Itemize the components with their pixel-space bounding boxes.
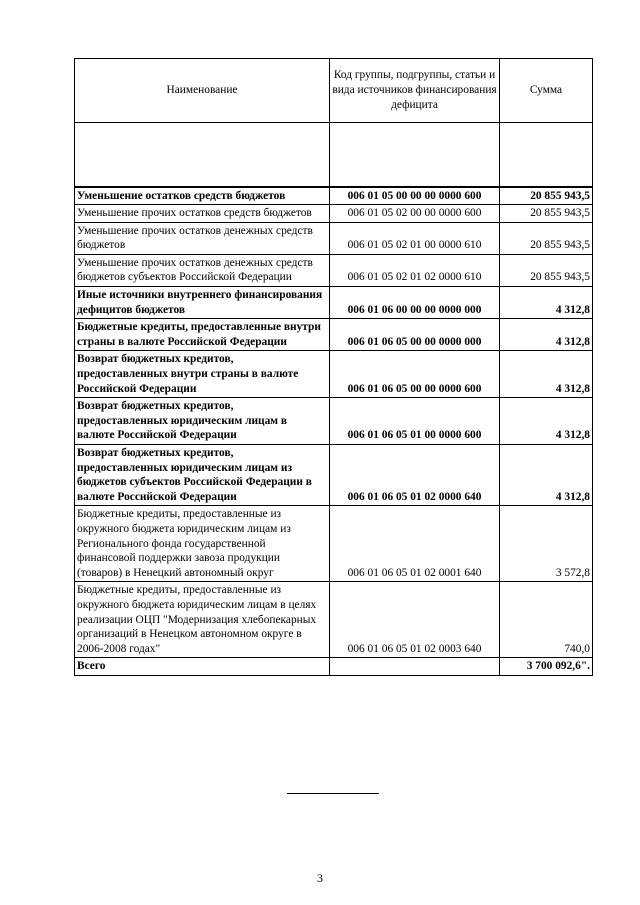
table-row: [75, 187, 593, 205]
end-divider: [287, 793, 379, 794]
table-row: [75, 506, 593, 582]
row-code: 006 01 05 00 00 00 0000 600: [330, 187, 500, 205]
row-code: [330, 658, 500, 676]
row-name: Бюджетные кредиты, предоставленные из окружного бюджета юридическим лицам в целях реализации ОЦП "Модернизация хлебопекарных организаций в Ненецком автономном округе в 2006-2008 годах": [75, 582, 330, 658]
row-name: Уменьшение прочих остатков денежных средств бюджетов субъектов Российской Федерации: [75, 254, 330, 286]
row-code: 006 01 05 02 01 02 0000 610: [330, 254, 500, 286]
row-code: 006 01 06 05 00 00 0000 000: [330, 319, 500, 351]
row-sum: 20 855 943,5: [500, 187, 593, 205]
row-code: 006 01 05 02 01 00 0000 610: [330, 222, 500, 254]
row-sum: 20 855 943,5: [500, 205, 593, 223]
row-name: Уменьшение прочих остатков денежных средств бюджетов: [75, 222, 330, 254]
table-row: [75, 351, 593, 398]
table-row: [75, 222, 593, 254]
table-row: [75, 205, 593, 223]
table-row: [75, 287, 593, 319]
row-sum: 20 855 943,5: [500, 222, 593, 254]
row-name: Бюджетные кредиты, предоставленные внутри страны в валюте Российской Федерации: [75, 319, 330, 351]
header-code: Код группы, подгруппы, статьи и вида источников финансирования дефицита: [330, 59, 500, 123]
row-code: 006 01 06 05 01 02 0001 640: [330, 506, 500, 582]
sources-table: [74, 58, 593, 676]
row-code: 006 01 06 05 01 02 0000 640: [330, 445, 500, 506]
row-code: 006 01 06 00 00 00 0000 000: [330, 287, 500, 319]
header-sum: Сумма: [500, 59, 593, 123]
header-name: Наименование: [75, 59, 330, 123]
row-sum: 20 855 943,5: [500, 254, 593, 286]
row-name: Всего: [75, 658, 330, 676]
row-name: Возврат бюджетных кредитов, предоставленных юридическим лицам из бюджетов субъектов Российской Федерации в валюте Российской Федерации: [75, 445, 330, 506]
page-number: 3: [317, 871, 323, 885]
row-name: Уменьшение остатков средств бюджетов: [75, 187, 330, 205]
table-row: [75, 398, 593, 445]
row-name: Возврат бюджетных кредитов, предоставленных внутри страны в валюте Российской Федерации: [75, 351, 330, 398]
table-body: [75, 187, 593, 676]
table-row: [75, 254, 593, 286]
row-code: 006 01 06 05 00 00 0000 600: [330, 351, 500, 398]
row-code: 006 01 06 05 01 00 0000 600: [330, 398, 500, 445]
row-name: Бюджетные кредиты, предоставленные из окружного бюджета юридическим лицам из Регионального фонда государственной финансовой поддержки завоза продукции (товаров) в Ненецкий автономный округ: [75, 506, 330, 582]
row-name: Иные источники внутреннего финансирования дефицитов бюджетов: [75, 287, 330, 319]
row-code: 006 01 06 05 01 02 0003 640: [330, 582, 500, 658]
row-name: Возврат бюджетных кредитов, предоставленных юридическим лицам в валюте Российской Федерации: [75, 398, 330, 445]
row-sum: 4 312,8: [500, 319, 593, 351]
header-separator: [75, 123, 593, 187]
row-sum: 4 312,8: [500, 398, 593, 445]
row-sum: 4 312,8: [500, 351, 593, 398]
row-sum: 740,0: [500, 582, 593, 658]
row-sum: 4 312,8: [500, 445, 593, 506]
row-sum: 4 312,8: [500, 287, 593, 319]
table-header-row: [75, 59, 593, 123]
row-code: 006 01 05 02 00 00 0000 600: [330, 205, 500, 223]
table-row: [75, 582, 593, 658]
table-row: [75, 319, 593, 351]
row-name: Уменьшение прочих остатков средств бюджетов: [75, 205, 330, 223]
table-row: [75, 658, 593, 676]
table-row: [75, 445, 593, 506]
row-sum: 3 700 092,6".: [500, 658, 593, 676]
row-sum: 3 572,8: [500, 506, 593, 582]
